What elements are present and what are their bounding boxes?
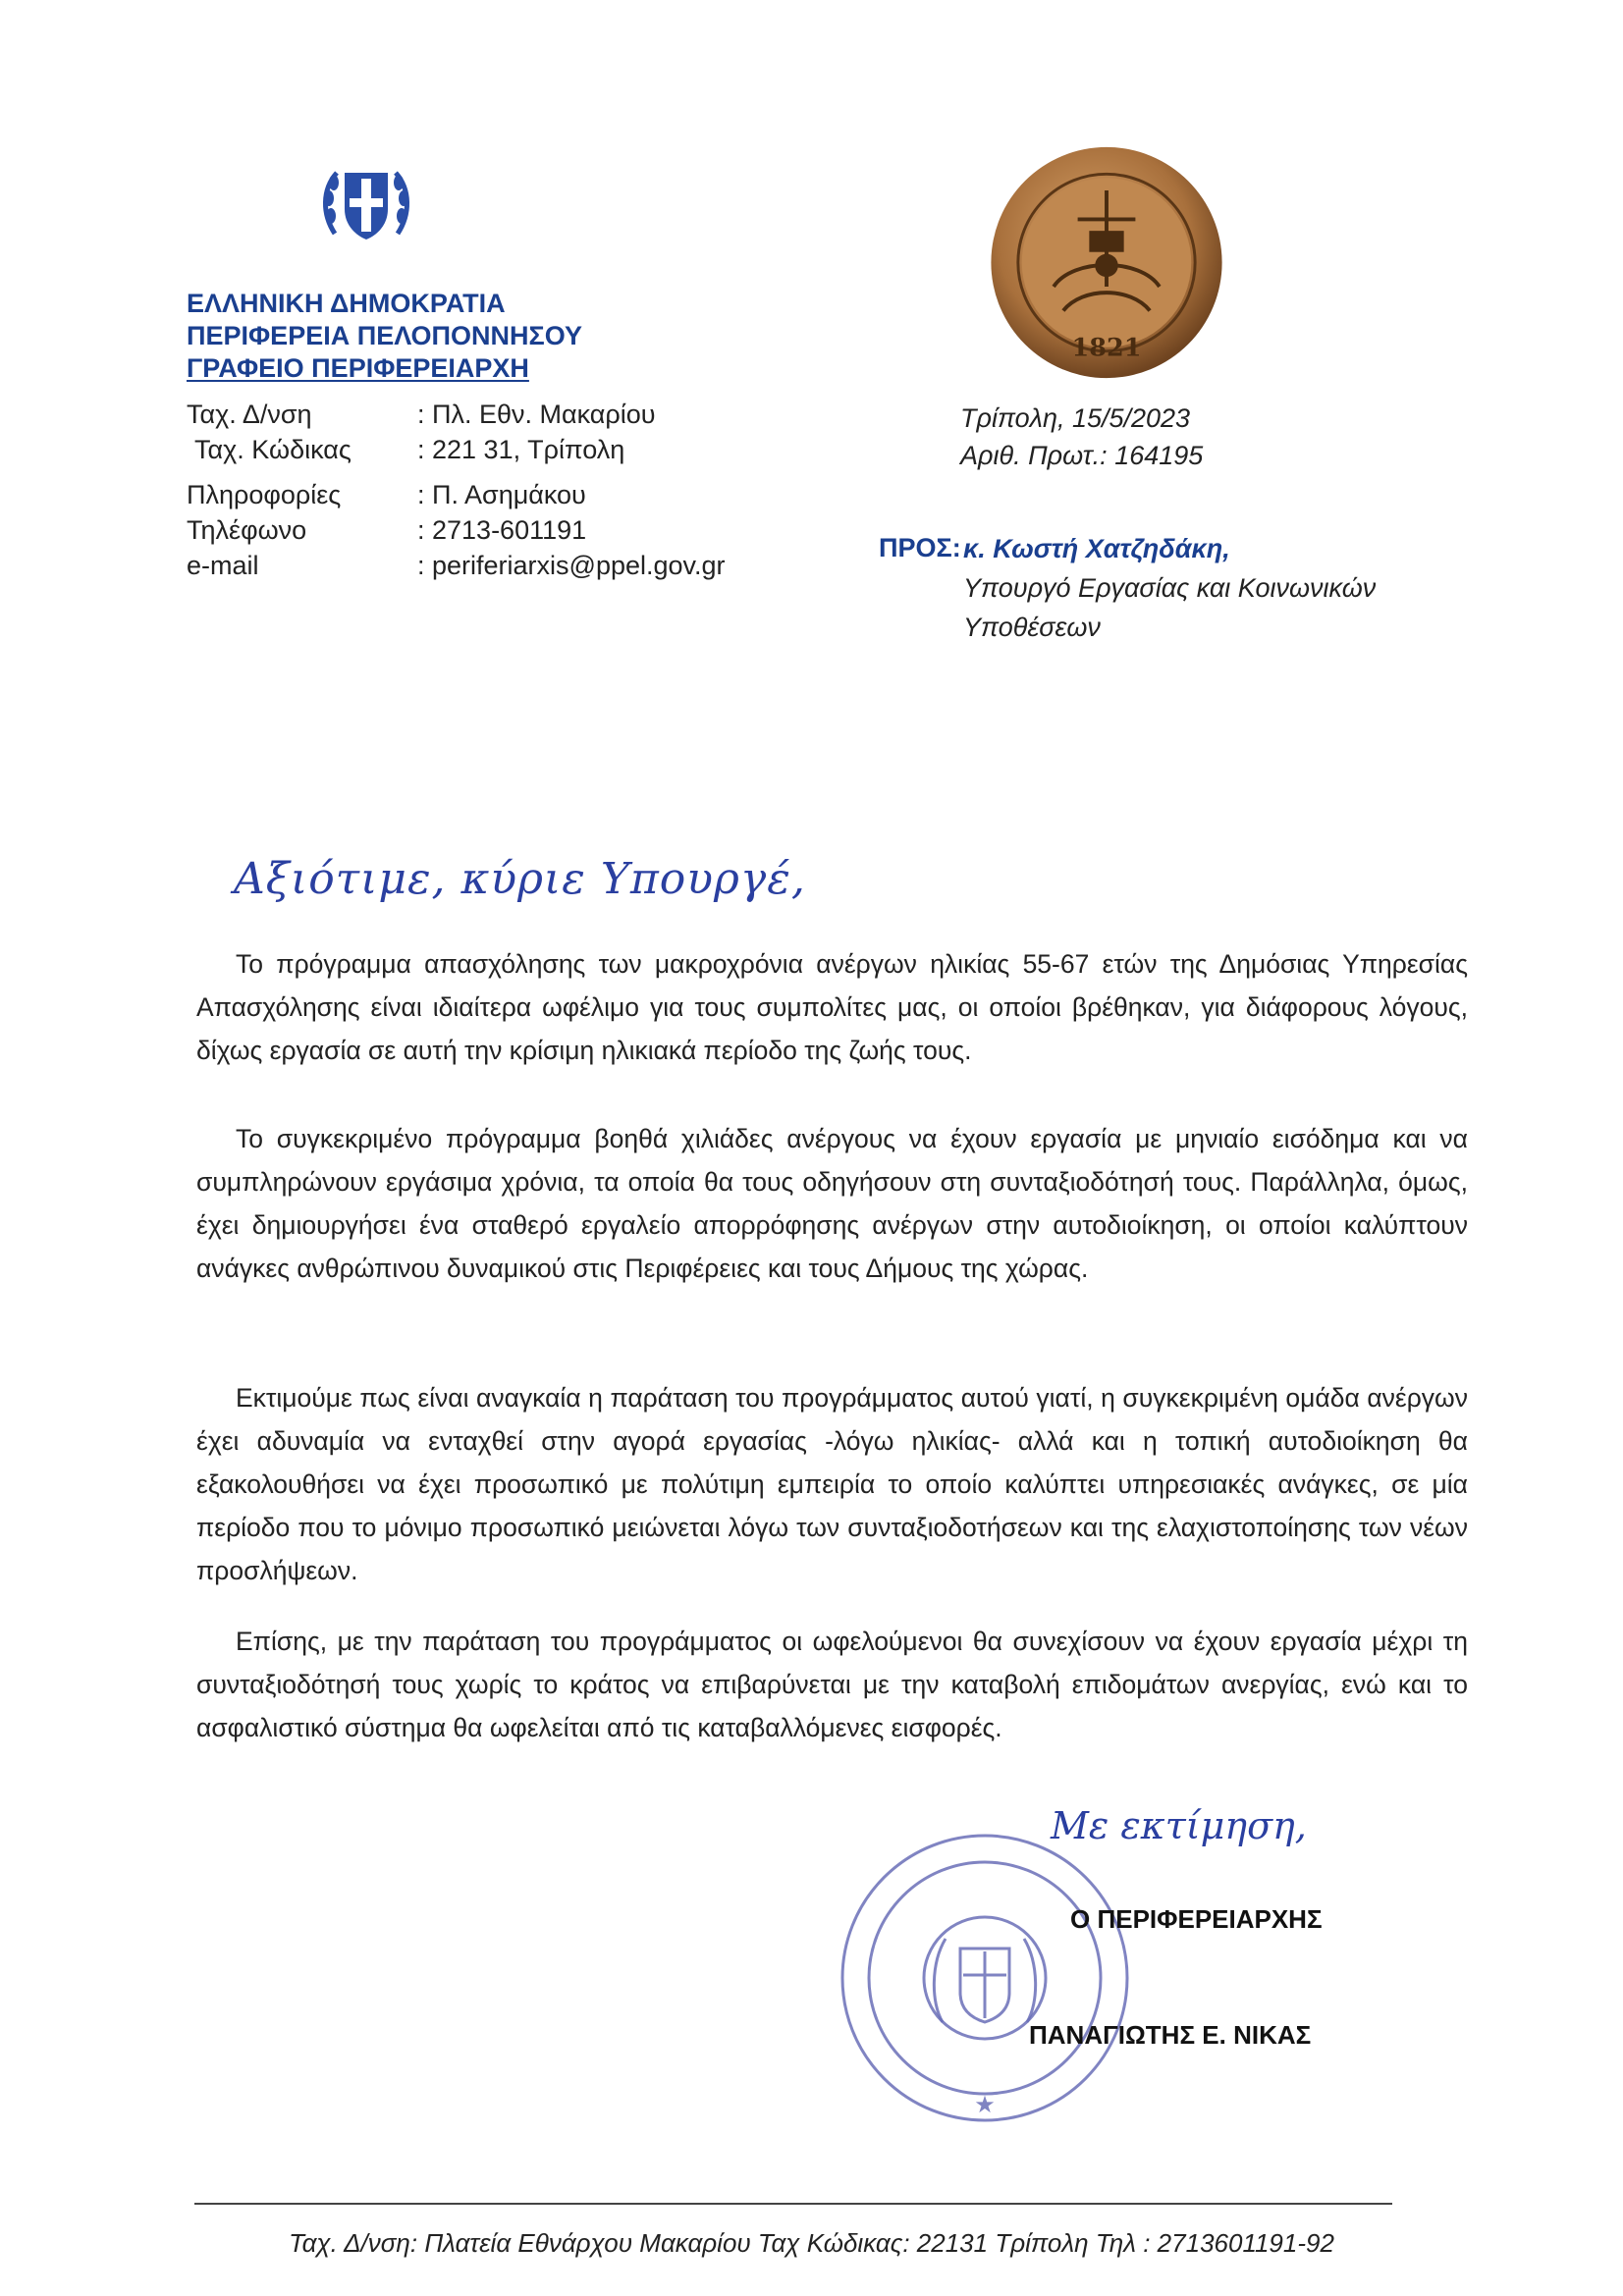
body-paragraph-2: Το συγκεκριμένο πρόγραμμα βοηθά χιλιάδες ανέργους να έχουν εργασία με μηνιαίο εισόδημα και να συμπληρώνουν εργάσιμα χρόνια, τα οποία θα τους οδηγήσουν στη συνταξιοδότησή τους. Παράλληλα, όμως, έχει δημιουργήσει ένα σταθερό εργαλείο απορρόφησης ανέργων στην αυτοδιοίκηση, οι οποίοι καλύπτουν ανάγκες ανθρώπινου δυναμικού στις Περιφέρειες και τους Δήμους της χώρας. (196, 1124, 1468, 1283)
email-value: : periferiarxis@ppel.gov.gr (417, 551, 726, 580)
handwritten-closing: Με εκτίμηση, (1051, 1804, 1307, 1847)
peloponnese-region-seal-icon (985, 142, 1228, 383)
info-label: Πληροφορίες (187, 480, 342, 509)
org-name-line2: ΠΕΡΙΦΕΡΕΙΑ ΠΕΛΟΠΟΝΝΗΣΟΥ (187, 321, 582, 350)
body-paragraph-3: Εκτιμούμε πως είναι αναγκαία η παράταση του προγράμματος αυτού γιατί, η συγκεκριμένη ομάδα ανέργων έχει αδυναμία να ενταχθεί στην αγορά εργασίας -λόγω ηλικίας- αλλά και η τοπική αυτοδιοίκηση θα εξακολουθήσει να έχει προσωπικό με πολύτιμη εμπειρία το οποίο καλύπτει υπηρεσιακές ανάγκες, σε μία περίοδο που το μόνιμο προσωπικό μειώνεται λόγω των συνταξιοδοτήσεων και της ελαχιστοποίησης των νέων προσλήψεων. (196, 1383, 1468, 1585)
footer-address: Ταχ. Δ/νση: Πλατεία Εθνάρχου Μακαρίου Ταχ Κώδικας: 22131 Τρίπολη Τηλ : 2713601191-92 (289, 2228, 1334, 2258)
footer-divider (194, 2203, 1392, 2205)
greek-coat-of-arms-icon (317, 155, 415, 253)
body-paragraph-1: Το πρόγραμμα απασχόλησης των μακροχρόνια ανέργων ηλικίας 55-67 ετών της Δημόσιας Υπηρεσίας Απασχόλησης είναι ιδιαίτερα ωφέλιμο για τους συμπολίτες μας, οι οποίοι βρέθηκαν, για διάφορους λόγους, δίχως εργασία σε αυτή την κρίσιμη ηλικιακά περίοδο της ζωής τους. (196, 949, 1468, 1065)
address-label: Ταχ. Δ/νση (187, 400, 312, 429)
recipient-name: κ. Κωστή Χατζηδάκη, (963, 534, 1230, 563)
recipient-label: ΠΡΟΣ: (879, 533, 961, 562)
org-name-line1: ΕΛΛΗΝΙΚΗ ΔΗΜΟΚΡΑΤΙΑ (187, 289, 506, 318)
signatory-name: ΠΑΝΑΓΙΩΤΗΣ Ε. ΝΙΚΑΣ (1029, 2020, 1312, 2050)
recipient-title-line2: Υποθέσεων (963, 613, 1101, 642)
email-label: e-mail (187, 551, 259, 580)
phone-value: : 2713-601191 (417, 515, 587, 545)
signatory-title: Ο ΠΕΡΙΦΕΡΕΙΑΡΧΗΣ (1070, 1904, 1323, 1934)
official-round-stamp-icon (833, 1826, 1137, 2130)
address-value: : Πλ. Εθν. Μακαρίου (417, 400, 656, 429)
postal-code-value: : 221 31, Τρίπολη (417, 435, 625, 464)
svg-text:★: ★ (974, 2092, 996, 2118)
postal-code-label: Ταχ. Κώδικας (194, 435, 352, 464)
place-date: Τρίπολη, 15/5/2023 (960, 403, 1191, 433)
svg-text:1821: 1821 (1071, 333, 1142, 363)
org-office-line: ΓΡΑΦΕΙΟ ΠΕΡΙΦΕΡΕΙΑΡΧΗ (187, 353, 529, 383)
phone-label: Τηλέφωνο (187, 515, 307, 545)
info-value: : Π. Ασημάκου (417, 480, 586, 509)
handwritten-salutation: Αξιότιμε, κύριε Υπουργέ, (234, 854, 806, 904)
recipient-title-line1: Υπουργό Εργασίας και Κοινωνικών (963, 573, 1377, 603)
body-paragraph-4: Επίσης, με την παράταση του προγράμματος οι ωφελούμενοι θα συνεχίσουν να έχουν εργασία μέχρι τη συνταξιοδότησή τους χωρίς το κράτος να επιβαρύνεται με την καταβολή επιδομάτων ανεργίας, ενώ και το ασφαλιστικό σύστημα θα ωφελείται από τις καταβαλλόμενες εισφορές. (196, 1627, 1468, 1742)
protocol-number: Αριθ. Πρωτ.: 164195 (960, 441, 1204, 470)
